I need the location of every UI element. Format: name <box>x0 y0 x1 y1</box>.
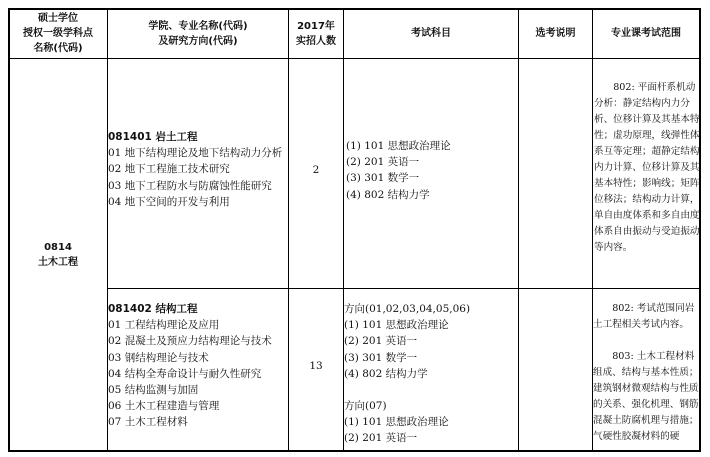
direction-item: 03 钢结构理论与技术 <box>108 351 209 364</box>
header-discipline <box>9 9 107 58</box>
exam-item: (1) 101 思想政治理论 <box>344 416 449 429</box>
header-line: 及研究方向(代码) <box>158 35 238 47</box>
header-line: 考试科目 <box>411 28 451 39</box>
exam-item: (4) 802 结构力学 <box>344 367 428 380</box>
direction-item: 04 地下空间的开发与利用 <box>108 195 230 208</box>
exam-cell <box>346 138 451 203</box>
direction-item: 01 工程结构理论及应用 <box>108 319 220 332</box>
exam-item: (3) 301 数学一 <box>344 351 418 364</box>
header-major <box>108 9 288 58</box>
header-line: 专业课考试范围 <box>611 28 681 39</box>
discipline-code: 0814 <box>44 241 72 253</box>
header-line: 硕士学位 <box>38 13 78 24</box>
table-border <box>8 450 700 452</box>
header-line: 名称(代码) <box>33 43 83 54</box>
major-cell <box>108 301 272 431</box>
table-border <box>288 8 289 452</box>
scope-cell <box>593 301 699 445</box>
exam-item: (2) 201 英语一 <box>346 156 420 169</box>
exam-group-label: 方向(07) <box>344 400 387 413</box>
major-title: 081402 结构工程 <box>108 303 198 315</box>
direction-item: 01 地下结构理论及地下结构动力分析 <box>108 147 283 160</box>
exam-item: (2) 201 英语一 <box>344 432 418 445</box>
exam-group-label: 方向(01,02,03,04,05,06) <box>344 303 471 315</box>
table-border <box>518 8 519 452</box>
direction-item: 06 土木工程建造与管理 <box>108 400 220 413</box>
scope-text: 803: 土木工程材料组成、结构与基本性质；建筑钢材微观结构与性质的关系、强化机理、钢筋混凝土防腐机理与措施；气硬性胶凝材料的硬 <box>593 351 699 442</box>
scope-text: 802: 平面杆系机动分析：静定结构内力分析、位移计算及其基本特性；虚功原理，线弹性体系互等定理；超静定结构内力计算、位移计算及其基本特性；影响线；矩阵位移法；结构动力计算，单自由度体系和多自由度体系自由振动与受迫振动等内容。 <box>594 82 700 253</box>
exam-item: (2) 201 英语一 <box>344 335 418 348</box>
direction-item: 02 混凝土及预应力结构理论与技术 <box>108 335 272 348</box>
header-scope <box>593 9 699 58</box>
header-line: 2017年 <box>297 20 335 32</box>
enrollment-count: 2 <box>312 164 320 176</box>
header-line: 实招人数 <box>296 35 336 47</box>
direction-item: 04 结构全寿命设计与耐久性研究 <box>108 367 262 380</box>
header-line: 授权一级学科点 <box>23 28 93 39</box>
direction-item: 05 结构监测与加固 <box>108 384 199 397</box>
header-count <box>289 9 343 58</box>
header-line: 选考说明 <box>535 28 576 39</box>
direction-item: 02 地下工程施工技术研究 <box>108 163 230 176</box>
enrollment-count: 13 <box>309 360 323 372</box>
exam-item: (1) 101 思想政治理论 <box>346 140 451 152</box>
exam-item: (4) 802 结构力学 <box>346 188 430 201</box>
scope-text: 802: 考试范围同岩土工程相关考试内容。 <box>593 303 695 330</box>
header-exams <box>344 9 518 58</box>
header-notes <box>519 9 592 58</box>
major-title: 081401 岩土工程 <box>108 131 198 143</box>
direction-item: 07 土木工程材料 <box>108 416 188 429</box>
major-cell <box>108 129 282 210</box>
exam-cell <box>344 301 470 447</box>
table-border <box>107 288 700 289</box>
discipline-name: 土木工程 <box>38 256 78 268</box>
discipline-cell <box>9 59 107 450</box>
scope-cell <box>594 80 700 256</box>
exam-item: (1) 101 思想政治理论 <box>344 319 449 332</box>
exam-item: (3) 301 数学一 <box>346 172 420 185</box>
table-border <box>8 58 700 59</box>
header-line: 学院、专业名称(代码) <box>148 20 248 32</box>
direction-item: 03 地下工程防水与防腐蚀性能研究 <box>108 179 272 192</box>
